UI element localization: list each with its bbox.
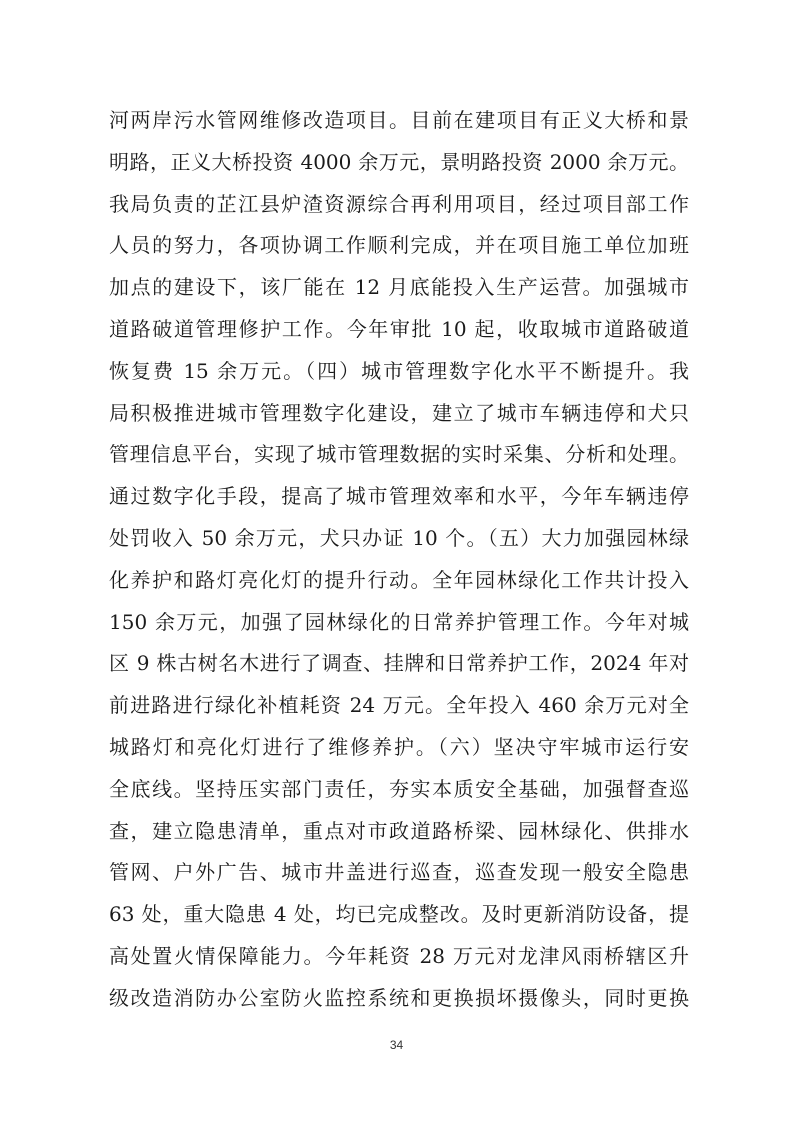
text-line: 明路，正义大桥投资 4000 余万元，景明路投资 2000 余万元。 <box>109 149 689 174</box>
text-line: 区 9 株古树名木进行了调查、挂牌和日常养护工作，2024 年对 <box>109 651 689 676</box>
text-line: 全底线。坚持压实部门责任，夯实本质安全基础，加强督查巡 <box>109 776 689 801</box>
text-line: 局积极推进城市管理数字化建设，建立了城市车辆违停和犬只 <box>109 400 689 425</box>
text-line: 处罚收入 50 余万元，犬只办证 10 个。（五）大力加强园林绿 <box>109 525 689 550</box>
text-line: 化养护和路灯亮化灯的提升行动。全年园林绿化工作共计投入 <box>109 567 689 592</box>
text-line: 人员的努力，各项协调工作顺利完成，并在项目施工单位加班 <box>109 233 689 258</box>
text-line: 我局负责的芷江县炉渣资源综合再利用项目，经过项目部工作 <box>109 191 689 216</box>
text-line: 级改造消防办公室防火监控系统和更换损坏摄像头，同时更换 <box>109 985 689 1010</box>
text-line: 河两岸污水管网维修改造项目。目前在建项目有正义大桥和景 <box>109 108 689 132</box>
text-line: 63 处，重大隐患 4 处，均已完成整改。及时更新消防设备，提 <box>109 902 689 927</box>
body-text <box>109 100 689 1020</box>
text-line: 加点的建设下，该厂能在 12 月底能投入生产运营。加强城市 <box>109 275 689 300</box>
text-line: 管理信息平台，实现了城市管理数据的实时采集、分析和处理。 <box>109 442 689 467</box>
text-line: 道路破道管理修护工作。今年审批 10 起，收取城市道路破道 <box>109 316 689 341</box>
text-line: 通过数字化手段，提高了城市管理效率和水平，今年车辆违停 <box>109 484 689 509</box>
text-line: 查，建立隐患清单，重点对市政道路桥梁、园林绿化、供排水 <box>109 818 689 843</box>
text-line: 恢复费 15 余万元。（四）城市管理数字化水平不断提升。我 <box>109 358 689 383</box>
text-line: 城路灯和亮化灯进行了维修养护。（六）坚决守牢城市运行安 <box>109 734 689 759</box>
text-line: 高处置火情保障能力。今年耗资 28 万元对龙津风雨桥辖区升 <box>109 943 689 968</box>
page-number: 34 <box>389 1038 404 1052</box>
text-line: 前进路进行绿化补植耗资 24 万元。全年投入 460 余万元对全 <box>109 693 689 718</box>
text-line: 150 余万元，加强了园林绿化的日常养护管理工作。今年对城 <box>109 609 689 634</box>
text-line: 管网、户外广告、城市井盖进行巡查，巡查发现一般安全隐患 <box>109 860 689 885</box>
